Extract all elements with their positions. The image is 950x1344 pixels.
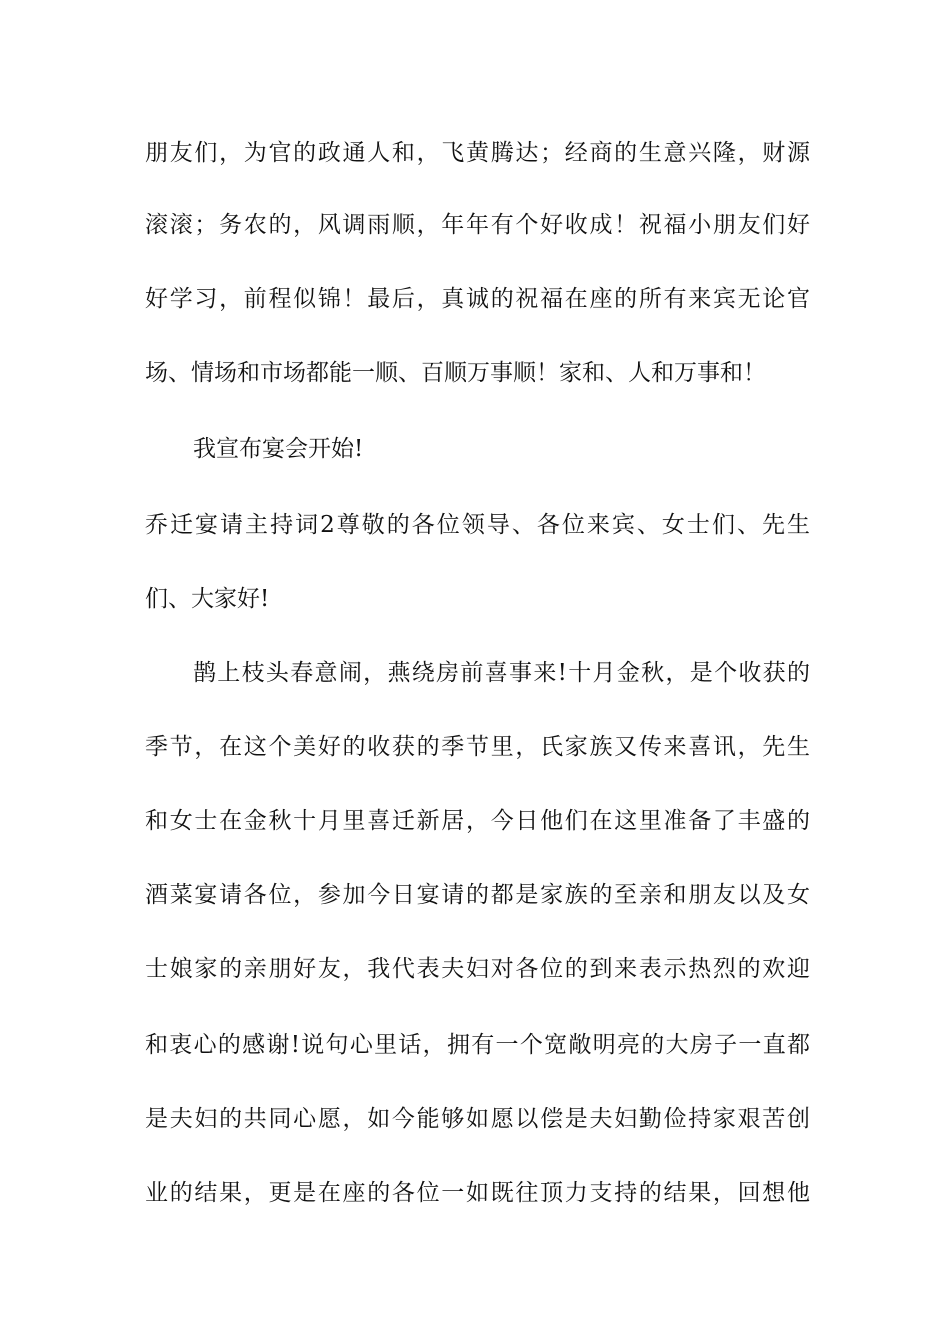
text-line: 业的结果，更是在座的各位一如既往顶力支持的结果，回想他 — [145, 1180, 810, 1206]
text-line: 和衷心的感谢!说句心里话，拥有一个宽敞明亮的大房子一直都 — [145, 1032, 810, 1058]
text-line: 士娘家的亲朋好友，我代表夫妇对各位的到来表示热烈的欢迎 — [145, 956, 810, 982]
text-line: 滚滚；务农的，风调雨顺，年年有个好收成！祝福小朋友们好 — [145, 212, 810, 238]
text-line: 场、情场和市场都能一顺、百顺万事顺！家和、人和万事和！ — [145, 360, 766, 386]
text-line: 好学习，前程似锦！最后，真诚的祝福在座的所有来宾无论官 — [145, 286, 810, 312]
text-line: 季节，在这个美好的收获的季节里，氏家族又传来喜讯，先生 — [145, 734, 810, 760]
text-line: 酒菜宴请各位，参加今日宴请的都是家族的至亲和朋友以及女 — [145, 882, 810, 908]
text-line: 和女士在金秋十月里喜迁新居，今日他们在这里准备了丰盛的 — [145, 808, 810, 834]
text-line: 乔迁宴请主持词2尊敬的各位领导、各位来宾、女士们、先生 — [145, 512, 810, 538]
text-line: 们、大家好! — [145, 586, 270, 612]
text-line: 是夫妇的共同心愿，如今能够如愿以偿是夫妇勤俭持家艰苦创 — [145, 1106, 810, 1132]
text-line: 鹊上枝头春意闹，燕绕房前喜事来!十月金秋，是个收获的 — [193, 660, 810, 686]
text-line: 我宣布宴会开始! — [193, 436, 364, 462]
text-line: 朋友们，为官的政通人和，飞黄腾达；经商的生意兴隆，财源 — [145, 140, 810, 166]
